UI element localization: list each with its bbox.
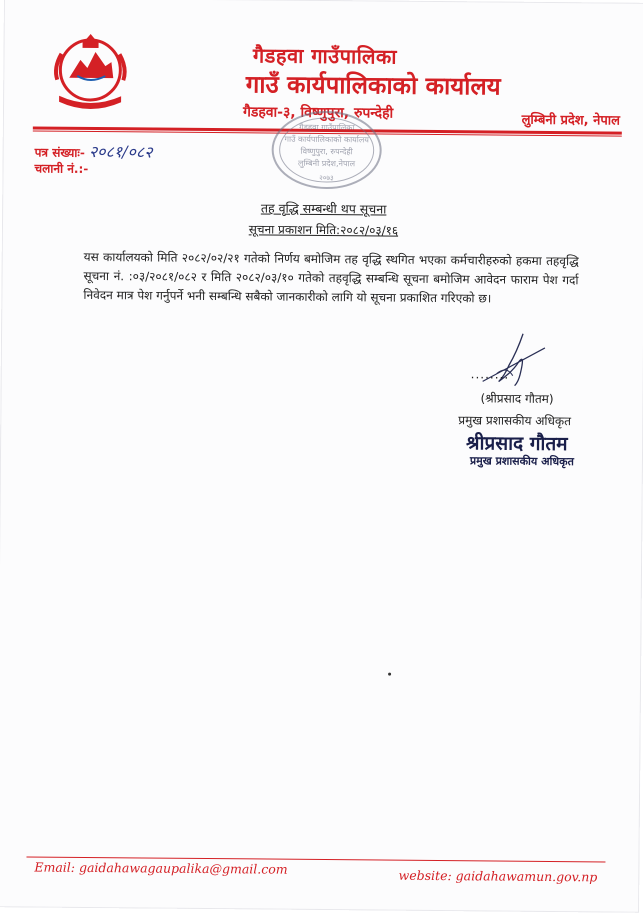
- office-name: गाउँ कार्यपालिकाको कार्यालय: [133, 66, 613, 103]
- stamp-line-3: विष्णुपुरा, रुपन्देही: [300, 146, 353, 157]
- stamp-line-4: लुम्बिनी प्रदेश,नेपाल: [298, 158, 356, 170]
- footer-website: website: gaidahawamun.gov.np: [399, 868, 598, 885]
- title-stamp: प्रमुख प्रशासकीय अधिकृत: [470, 453, 574, 469]
- notice-subject: तह वृद्धि सम्बन्धी थप सूचना: [2, 197, 643, 220]
- notice-body: यस कार्यालयको मिति २०८२/०२/२१ गतेको निर्णय बमोजिम तह वृद्धि स्थगित भएका कर्मचारीहरुको हकमा तहवृद्धि सूचना नं. :०३/२०८१/०८२ र मिति २०८२/०३/१० गतेको तहवृद्धि सम्बन्धि सूचना बमोजिम आवेदन फाराम पेश गर्दा निवेदन मात्र पेश गर्नुपर्ने भनी सम्बन्धि सबैको जानकारीको लागि यो सूचना प्रकाशित गरिएको छ।: [83, 248, 578, 309]
- letter-number-value: २०८१/०८२: [89, 142, 153, 162]
- dispatch-number-row: [34, 157, 92, 177]
- footer-email: Email: gaidahawagaupalika@gmail.com: [34, 860, 287, 877]
- municipality-name: गैडहवा गाउँपालिका: [3, 39, 643, 72]
- signatory-title: प्रमुख प्रशासकीय अधिकृत: [458, 411, 571, 429]
- stamp-year: २०७३: [319, 174, 334, 182]
- office-address: गैडहवा-३, विष्णुपुरा, रुपन्देही: [243, 102, 393, 122]
- dispatch-number-label: चलानी नं.:-: [34, 161, 88, 175]
- province-name: लुम्बिनी प्रदेश, नेपाल: [522, 110, 620, 129]
- notice-publish-date: सूचना प्रकाशन मिति:२०८२/०३/१६: [2, 218, 643, 241]
- stray-mark: [388, 673, 391, 676]
- signatory-name: (श्रीप्रसाद गौतम): [480, 389, 553, 407]
- signature-line: ........: [471, 367, 510, 381]
- stamp-line-1: गैडहवा गाउँपालिका: [299, 122, 355, 132]
- office-stamp: [268, 108, 385, 193]
- name-stamp: श्रीप्रसाद गौतम: [466, 429, 568, 456]
- stamp-line-2: गाउँ कार्यपालिकाको कार्यालय: [284, 134, 369, 145]
- letter-number-label: पत्र संख्याः-: [35, 145, 85, 159]
